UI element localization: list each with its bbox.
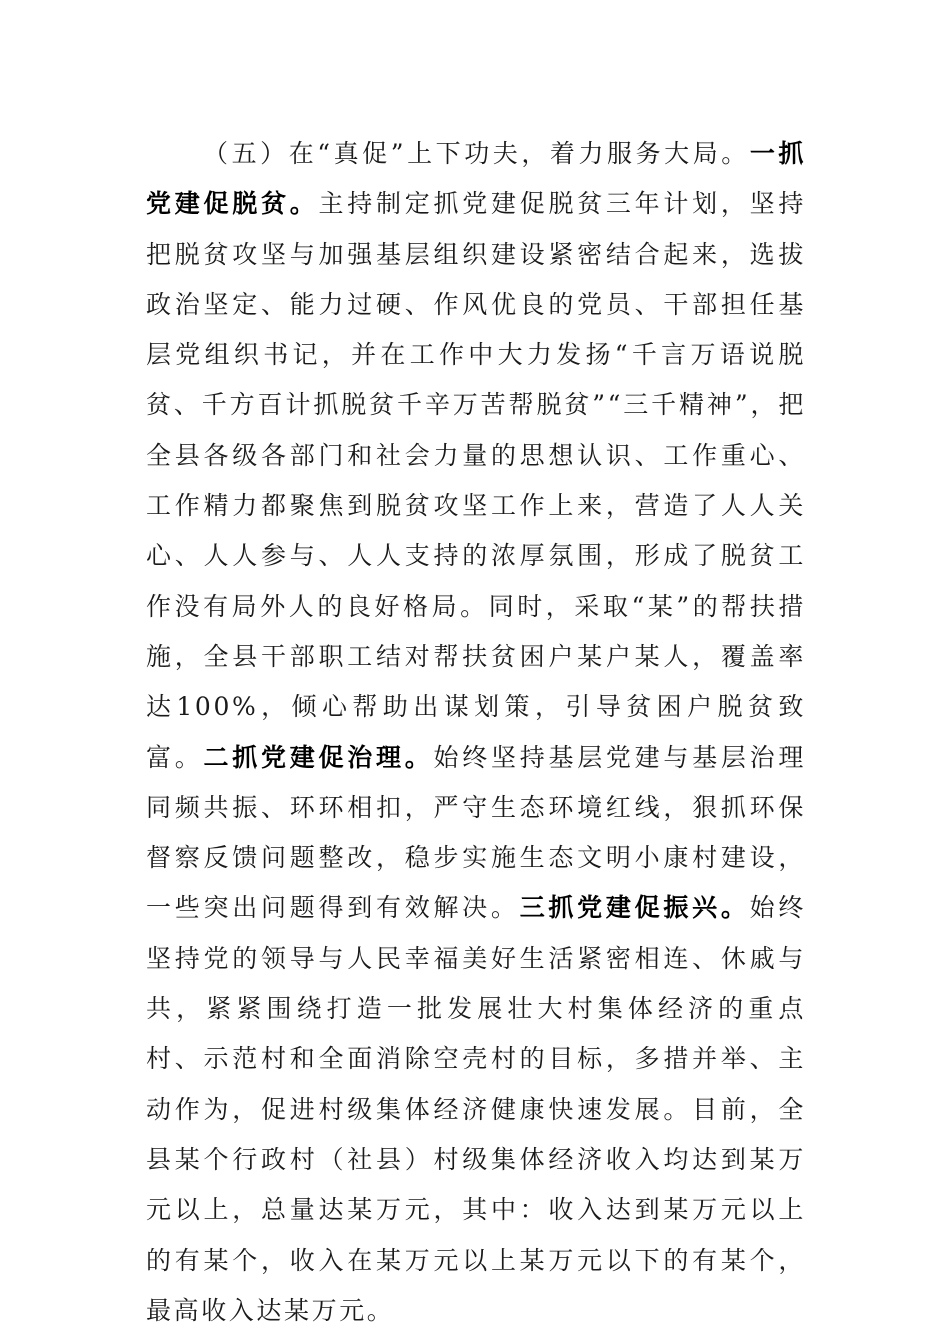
body-paragraph [146, 129, 806, 1336]
poverty-text: 主持制定抓党建促脱贫三年计划，坚持把脱贫攻坚与加强基层组织建设紧密结合起来，选拔政治坚定、能力过硬、作风优良的党员、干部担任基层党组织书记，并在工作中大力发扬“千言万语说脱贫、千方百计抓脱贫千辛万苦帮脱贫”“三千精神”，把全县各级各部门和社会力量的思想认识、工作重心、工作精力都聚焦到脱贫攻坚工作上来，营造了人人关心、人人参与、人人支持的浓厚氛围，形成了脱贫工作没有局外人的良好格局。同时，采取“某”的帮扶措施，全县干部职工结对帮扶贫困户某户某人，覆盖率达100%，倾心帮助出谋划策，引导贫困户脱贫致富。 [146, 189, 807, 772]
governance-text: 始终坚持基层党建与基层治理同频共振、环环相扣，严守生态环境红线，狠抓环保督察反馈问题整改，稳步实施生态文明小康村建设，一些突出问题得到有效解决。 [146, 742, 807, 923]
revitalization-text: 始终坚持党的领导与人民幸福美好生活紧密相连、休戚与共，紧紧围绕打造一批发展壮大村集体经济的重点村、示范村和全面消除空壳村的目标，多措并举、主动作为，促进村级集体经济健康快速发展。目前，全县某个行政村（社县）村级集体经济收入均达到某万元以上，总量达某万元，其中：收入达到某万元以上的有某个，收入在某万元以上某万元以下的有某个，最高收入达某万元。 [146, 893, 807, 1325]
section-heading-text: （五）在“真促”上下功夫，着力服务大局。 [203, 139, 750, 168]
bold-lead-poverty: 一抓党建促脱贫。 [146, 139, 806, 219]
bold-lead-governance: 二抓党建促治理。 [203, 742, 434, 772]
bold-lead-revitalization: 三抓党建促振兴。 [519, 893, 750, 923]
